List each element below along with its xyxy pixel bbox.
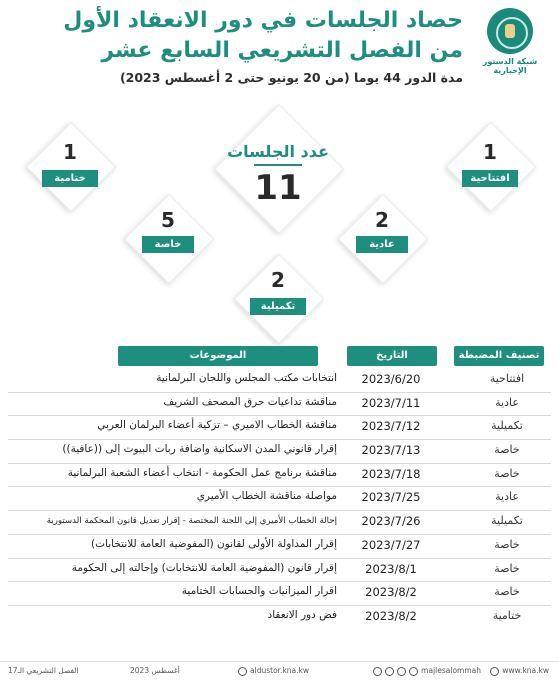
- table-row: [0, 416, 559, 440]
- row-topic: مواصلة مناقشة الخطاب الأميري: [196, 490, 337, 503]
- table-row: [0, 511, 559, 535]
- logo-text: شبكة الدستور الإخبارية: [482, 57, 538, 75]
- row-classification: عادية: [495, 490, 519, 504]
- row-classification: افتتاحية: [489, 372, 525, 385]
- page-subtitle: مدة الدور 44 يوما (من 20 يونيو حتى 2 أغسطس 2023): [119, 70, 463, 85]
- total-sessions-label: عدد الجلسات: [227, 142, 329, 161]
- header-date: التاريخ: [347, 346, 437, 366]
- title-line-2: من الفصل التشريعي السابع عشر: [101, 38, 463, 63]
- row-topic: اقرار الميزانيات والحسابات الختامية: [181, 585, 337, 598]
- supplementary-count: 2: [271, 268, 285, 292]
- table-row: [0, 535, 559, 559]
- footer-term: الفصل التشريعي الـ17: [8, 666, 79, 675]
- facebook-icon: [409, 667, 418, 676]
- closing-diamond: [26, 122, 114, 210]
- footer-site-1-text: www.kna.kw: [502, 666, 549, 675]
- special-diamond: [124, 194, 212, 282]
- table-row: [0, 440, 559, 464]
- row-date: 2023/8/1: [365, 561, 417, 576]
- row-topic: مناقشة تداعيات حرق المصحف الشريف: [163, 395, 337, 408]
- supplementary-label: تكميلية: [250, 298, 306, 315]
- footer-site-2-text: aldustor.kna.kw: [250, 666, 309, 675]
- table-row: [0, 559, 559, 583]
- opening-label: افتتاحية: [462, 170, 518, 187]
- globe-icon: [490, 667, 499, 676]
- row-topic: إقرار المداولة الأولى لقانون (المفوضية العامة للانتخابات): [91, 537, 337, 550]
- footer-site-1[interactable]: [490, 666, 549, 676]
- row-date: 2023/7/25: [361, 490, 421, 505]
- row-topic: مناقشة برنامج عمل الحكومة - انتخاب أعضاء الشعبة البرلمانية: [67, 466, 337, 479]
- header-topics: الموضوعات: [118, 346, 318, 366]
- footer-site-2[interactable]: [238, 666, 309, 676]
- total-sessions-count: 11: [254, 168, 302, 208]
- row-topic: انتخابات مكتب المجلس واللجان البرلمانية: [156, 372, 337, 384]
- special-count: 5: [161, 208, 175, 232]
- opening-diamond: [446, 122, 534, 210]
- row-date: 2023/7/18: [361, 466, 421, 481]
- opening-count: 1: [483, 140, 497, 164]
- row-date: 2023/7/12: [361, 419, 421, 434]
- footer-date: أغسطس 2023: [130, 666, 180, 675]
- footer-social[interactable]: [373, 666, 481, 676]
- instagram-icon: [385, 667, 394, 676]
- footer-handle: majlesalommah: [421, 666, 481, 675]
- table-row: [0, 464, 559, 488]
- row-classification: خاصة: [494, 537, 520, 551]
- row-date: 2023/8/2: [365, 608, 417, 623]
- row-classification: خاصة: [494, 561, 520, 575]
- row-classification: تكميلية: [491, 419, 523, 433]
- closing-label: ختامية: [42, 170, 98, 187]
- sessions-table: [0, 369, 559, 630]
- total-sessions-diamond: [214, 104, 342, 232]
- row-topic: إقرار قانون (المفوضية العامة للانتخابات) وإحالته إلى الحكومة: [71, 561, 337, 574]
- row-classification: خاصة: [494, 443, 520, 457]
- globe-icon: [238, 667, 247, 676]
- special-label: خاصة: [142, 236, 194, 253]
- divider: [254, 164, 302, 166]
- row-date: 2023/7/26: [361, 514, 421, 529]
- row-topic: فض دور الانعقاد: [267, 608, 337, 621]
- table-row: [0, 369, 559, 393]
- row-date: 2023/8/2: [365, 585, 417, 600]
- emblem-icon: [487, 8, 533, 54]
- row-classification: خاصة: [494, 466, 520, 480]
- table-header: [0, 346, 559, 368]
- row-topic: إحالة الخطاب الأميري إلى اللجنة المختصة - إقرار تعديل قانون المحكمة الدستورية: [46, 516, 337, 527]
- header-classification: تصنيف المضبطة: [454, 346, 544, 366]
- footer: [0, 661, 559, 680]
- table-row: [0, 487, 559, 511]
- supplementary-diamond: [234, 254, 322, 342]
- closing-count: 1: [63, 140, 77, 164]
- row-classification: خاصة: [494, 585, 520, 599]
- row-date: 2023/7/11: [361, 395, 421, 410]
- ordinary-count: 2: [375, 208, 389, 232]
- row-classification: ختامية: [492, 608, 522, 622]
- row-date: 2023/7/27: [361, 537, 421, 552]
- youtube-icon: [373, 667, 382, 676]
- logo: [471, 8, 549, 75]
- twitter-icon: [397, 667, 406, 676]
- title-line-1: حصاد الجلسات في دور الانعقاد الأول: [63, 8, 463, 33]
- ordinary-label: عادية: [356, 236, 408, 253]
- row-classification: عادية: [495, 395, 519, 409]
- row-classification: تكميلية: [491, 514, 523, 528]
- row-topic: مناقشة الخطاب الاميري – تزكية أعضاء البرلمان العربي: [97, 419, 337, 432]
- table-row: [0, 606, 559, 630]
- row-date: 2023/7/13: [361, 443, 421, 458]
- page-title: [23, 6, 463, 66]
- row-date: 2023/6/20: [361, 372, 421, 386]
- ordinary-diamond: [338, 194, 426, 282]
- row-topic: إقرار قانوني المدن الاسكانية واضافة ربات البيوت إلى ((عافية)): [62, 443, 337, 456]
- table-row: [0, 582, 559, 606]
- table-row: [0, 393, 559, 417]
